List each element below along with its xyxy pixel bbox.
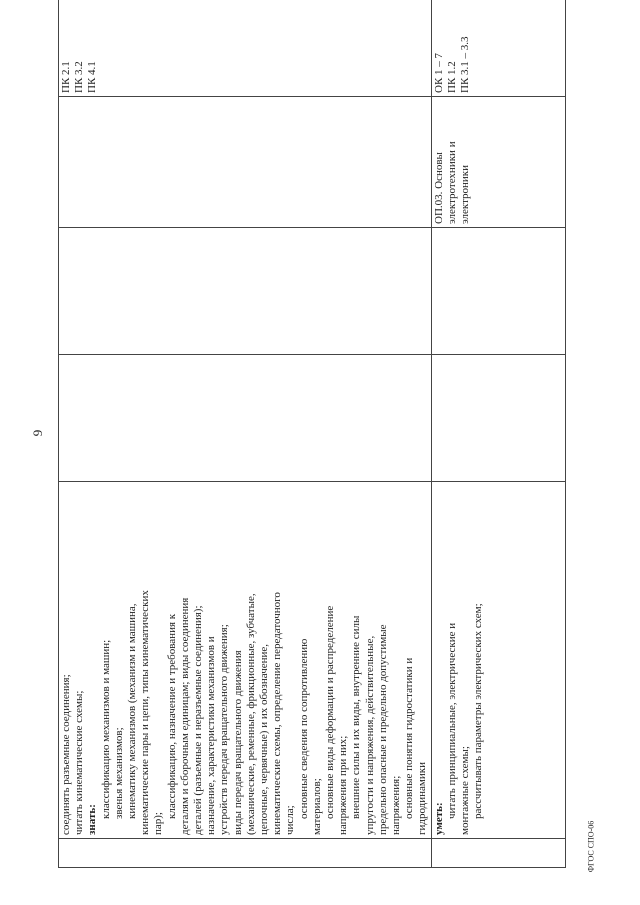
competency-code: ПК 1.2 [445,61,458,93]
table-row [59,0,432,868]
content-line: основные понятия гидростатики и [403,657,416,819]
content-line: материалов; [310,778,323,835]
content-line: напряжения при них; [337,735,350,835]
content-line: деталей (разъемные и неразъемные соединения); [192,605,205,835]
content-line: основные сведения по сопротивлению [297,638,310,819]
empty-cell [59,355,432,482]
content-line: основные виды деформации и распределение [324,605,337,819]
content-line: предельно опасные и предельно допустимые [376,624,389,835]
competency-code: ПК 3.1 – 3.3 [459,36,472,93]
section-heading: уметь: [432,802,445,835]
competency-code: ОК 1 – 7 [432,52,445,93]
content-line: кинематику механизмов (механизм и машина, [126,603,139,819]
content-line: рассчитывать параметры электрических схем; [472,603,485,819]
empty-cell [59,228,432,355]
content-line: (механические, ременные, фрикционные, зубчатые, [244,593,257,835]
competency-cell [59,0,432,97]
content-line: гидродинамики [416,761,429,835]
competency-cell [431,0,565,97]
content-line: устройств передач вращательного движения; [218,624,231,835]
content-line: классификацию, назначение и требования к [165,613,178,819]
table-row [431,0,565,868]
index-cell [431,839,565,868]
content-line: цепочные, червячные) и их обозначение, [258,643,271,835]
empty-cell [431,228,565,355]
content-line: звенья механизмов; [112,727,125,819]
empty-cell [431,355,565,482]
competency-code: ПК 2.1 [60,61,72,93]
content-line: деталям и сборочным единицам; виды соединения [178,597,191,835]
content-line: упругости и напряжения, действительные, [363,635,376,835]
competency-table [58,30,556,868]
content-line: виды передач вращательного движения [231,650,244,835]
content-line: напряжения; [390,775,403,835]
competency-code: ПК 3.2 [73,61,86,93]
content-cell [431,482,565,839]
content-line: соединять разъемные соединения; [60,674,72,835]
footer-standard-code: ФГОС СПО-06 [586,820,596,873]
content-line: числа; [284,805,297,835]
content-line: кинематические схемы, определение передаточного [271,592,284,835]
discipline-cell [59,97,432,228]
section-heading: знать: [86,804,99,835]
content-line: пар); [152,812,165,835]
content-line: внешние силы и их виды, внутренние силы [350,615,363,819]
content-line: читать принципиальные, электрические и [445,622,458,819]
content-line: монтажные схемы; [459,746,472,835]
content-line: классификацию механизмов и машин; [99,639,112,819]
content-line: кинематические пары и цепи, типы кинематических [139,590,152,835]
discipline-cell: ОП.03. Основы электротехники и электроники [431,97,565,228]
competency-code: ПК 4.1 [86,61,99,93]
page-number: 9 [30,429,45,437]
content-line: читать кинематические схемы; [73,690,86,835]
content-cell [59,482,432,839]
content-line: назначение, характеристики механизмов и [205,636,218,835]
index-cell [59,839,432,868]
